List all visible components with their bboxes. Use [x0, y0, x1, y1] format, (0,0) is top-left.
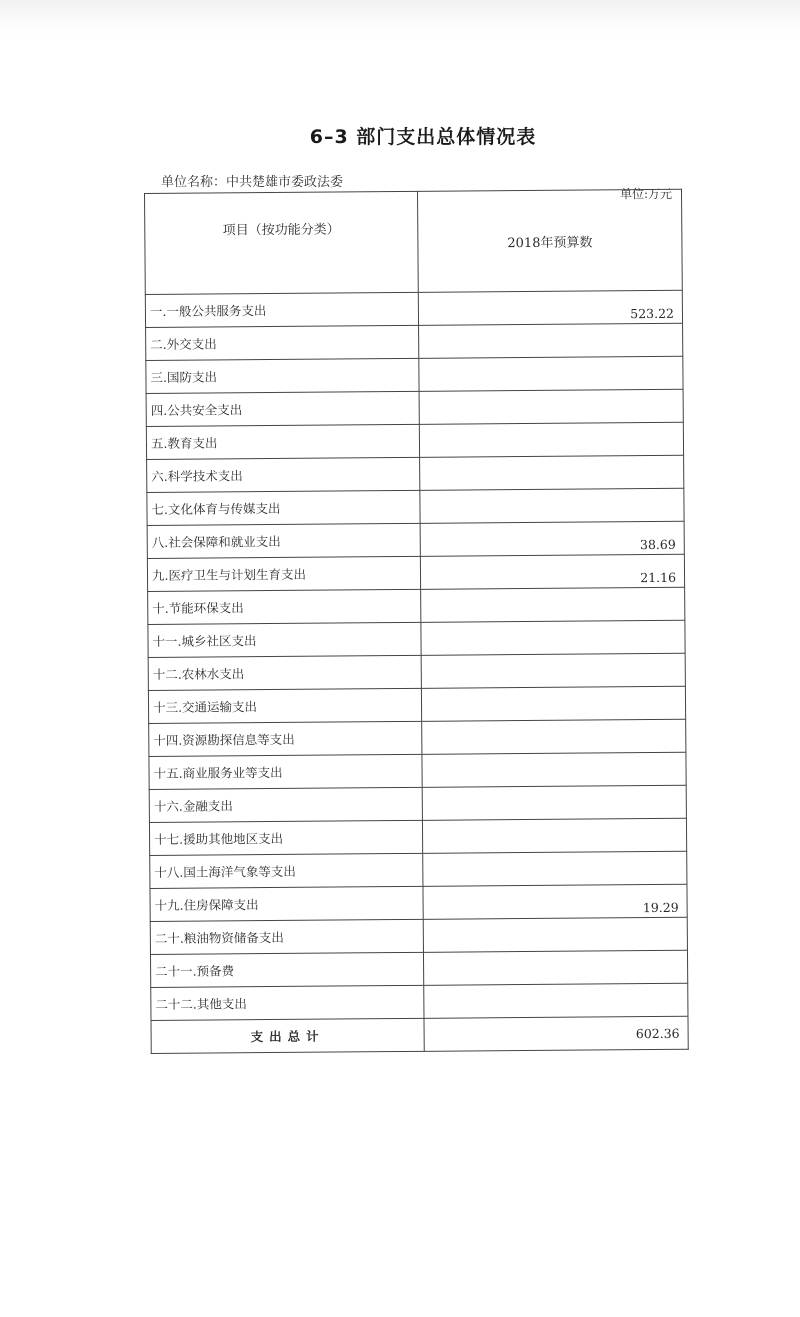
row-label: 十三.交通运输支出 — [148, 688, 421, 723]
row-value — [423, 950, 687, 985]
table-row — [148, 686, 685, 723]
row-label: 五.教育支出 — [146, 424, 419, 459]
row-value — [422, 719, 686, 754]
row-value — [419, 356, 683, 391]
total-label: 支出总计 — [151, 1018, 424, 1053]
table-row — [148, 653, 685, 690]
table-row — [150, 950, 687, 987]
row-label: 一.一般公共服务支出 — [145, 292, 418, 327]
table-row — [149, 818, 686, 855]
row-label: 二十.粮油物资储备支出 — [150, 919, 423, 954]
row-value: 21.16 — [420, 554, 684, 589]
row-value — [422, 785, 686, 820]
row-label: 七.文化体育与传媒支出 — [147, 490, 420, 525]
table-header-row — [145, 189, 683, 294]
unit-label: 单位:万元 — [620, 187, 673, 201]
scan-edge — [0, 0, 800, 36]
header-item: 项目（按功能分类） — [145, 191, 419, 294]
total-row — [151, 1016, 688, 1053]
row-label: 六.科学技术支出 — [147, 457, 420, 492]
table-row — [149, 719, 686, 756]
expenditure-table — [144, 189, 689, 1054]
row-label: 十九.住房保障支出 — [150, 886, 423, 921]
table-row — [146, 356, 683, 393]
table-row — [151, 983, 688, 1020]
row-value — [422, 752, 686, 787]
table-row — [147, 455, 684, 492]
row-value — [423, 851, 687, 886]
row-value — [423, 917, 687, 952]
table-row — [147, 488, 684, 525]
row-label: 二十一.预备费 — [150, 952, 423, 987]
row-value — [421, 653, 685, 688]
row-value — [421, 620, 685, 655]
table-row — [145, 290, 682, 327]
table-row — [149, 785, 686, 822]
row-value — [419, 422, 683, 457]
row-label: 十六.金融支出 — [149, 787, 422, 822]
row-value: 523.22 — [418, 290, 682, 325]
table-row — [150, 884, 687, 921]
unit-name: 单位名称：中共楚雄市委政法委 — [161, 175, 344, 190]
row-value — [424, 983, 688, 1018]
row-label: 十五.商业服务业等支出 — [149, 754, 422, 789]
total-value: 602.36 — [424, 1016, 688, 1051]
row-label: 十四.资源勘探信息等支出 — [149, 721, 422, 756]
row-value — [420, 488, 684, 523]
table-row — [147, 521, 684, 558]
row-label: 十一.城乡社区支出 — [148, 622, 421, 657]
table-row — [146, 422, 683, 459]
table-row — [150, 851, 687, 888]
table-row — [147, 554, 684, 591]
row-label: 九.医疗卫生与计划生育支出 — [147, 556, 420, 591]
table-row — [148, 620, 685, 657]
row-label: 四.公共安全支出 — [146, 391, 419, 426]
table-row — [146, 323, 683, 360]
row-label: 三.国防支出 — [146, 358, 419, 393]
row-label: 二.外交支出 — [146, 325, 419, 360]
row-value: 19.29 — [423, 884, 687, 919]
row-label: 八.社会保障和就业支出 — [147, 523, 420, 558]
row-value — [419, 389, 683, 424]
table-row — [149, 752, 686, 789]
row-value: 38.69 — [420, 521, 684, 556]
row-label: 十二.农林水支出 — [148, 655, 421, 690]
row-label: 十七.援助其他地区支出 — [149, 820, 422, 855]
row-label: 二十二.其他支出 — [151, 985, 424, 1020]
table-row — [148, 587, 685, 624]
row-value — [421, 686, 685, 721]
row-value — [420, 455, 684, 490]
row-label: 十八.国土海洋气象等支出 — [150, 853, 423, 888]
row-value — [419, 323, 683, 358]
row-value — [422, 818, 686, 853]
page-title: 6–3 部门支出总体情况表 — [309, 126, 537, 148]
table-row — [150, 917, 687, 954]
header-budget: 2018年预算数 — [417, 189, 682, 292]
row-value — [421, 587, 685, 622]
table-row — [146, 389, 683, 426]
row-label: 十.节能环保支出 — [148, 589, 421, 624]
